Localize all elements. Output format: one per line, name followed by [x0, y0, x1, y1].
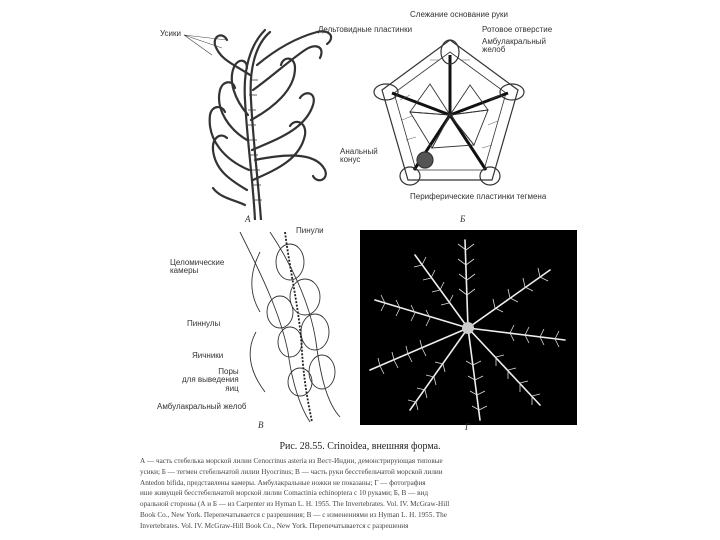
- label-ovaries: Яичники: [192, 351, 224, 360]
- label-tendrils: Усики: [160, 29, 181, 38]
- feather-star-photo: [360, 230, 577, 425]
- leader-line-tendrils: [182, 30, 242, 60]
- label-anal-cone: Анальный конус: [340, 147, 378, 165]
- panel-c-letter: В: [258, 420, 264, 430]
- arm-section-illustration: [230, 232, 350, 422]
- label-ambulacral-groove-b: Амбулакральный желоб: [482, 37, 546, 55]
- label-ambulacral-groove-c: Амбулакральный желоб: [157, 402, 247, 411]
- label-fused-arm-base: Слежание основание руки: [410, 10, 508, 19]
- tegmen-illustration: [370, 30, 530, 200]
- label-coelom-chambers: Целомические камеры: [170, 258, 225, 276]
- caption-line: А — часть стебелька морской лилии Cenocrinus asteria из Вест-Индии, демонстрирующая типовые: [140, 457, 443, 465]
- panel-a-letter: А: [245, 214, 251, 224]
- label-peripheral-plates: Периферические пластинки тегмена: [410, 192, 547, 201]
- caption-line: Book Co., New York. Перепечатывается с разрешения; В — с изменениями из Hyman L. H. 1955. The: [140, 510, 447, 519]
- panel-d-letter: Г: [465, 422, 471, 432]
- panel-d-photo: [360, 230, 577, 425]
- label-deltoid-plates: Дельтовидные пластинки: [318, 25, 413, 34]
- label-pinnules: Пиннулы: [187, 319, 221, 328]
- label-pinnules-top: Пинули: [296, 226, 324, 235]
- figure-caption-body: [140, 456, 580, 532]
- panel-c-figure: [230, 232, 350, 422]
- caption-line: усики; Б — тегмен стебельчатой лилии Hyocrinus; В — часть руки бесстебельчатой морской лилии: [140, 467, 443, 476]
- label-mouth: Ротовое отверстие: [482, 25, 553, 34]
- caption-line: ише живущей бесстебельчатой морской лилии Comactinia echinoptera с 10 руками; Б, В — вид: [140, 489, 428, 498]
- label-egg-pores: Поры для выведения яиц: [182, 367, 239, 393]
- panel-b-figure: [370, 30, 530, 200]
- caption-line: Antedon bifida, представлены камеры. Амбулакральные ножки не показаны; Г — фотография: [140, 478, 426, 487]
- caption-line: Invertebrates. Vol. IV. McGraw-Hill Book Co., New York. Перепечатывается с разрешения: [140, 521, 409, 530]
- figure-caption-title: Рис. 28.55. Crinoidea, внешняя форма.: [279, 441, 441, 452]
- caption-line: оральной стороны (А и Б — из Carpenter из Hyman L. H. 1955. The Invertebrates. Vol. IV. McGraw-Hill: [140, 500, 450, 509]
- panel-b-letter: Б: [460, 214, 466, 224]
